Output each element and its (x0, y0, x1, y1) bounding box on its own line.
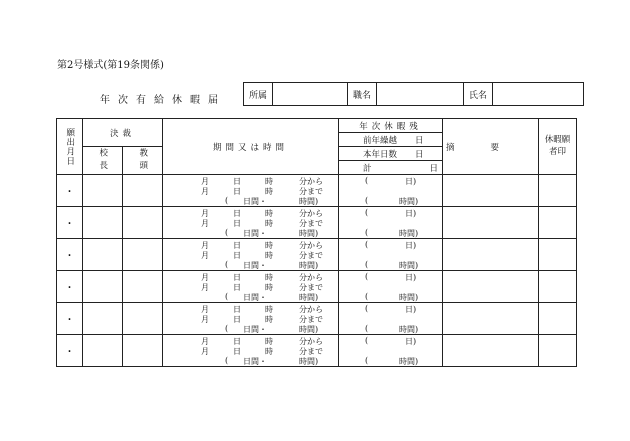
request-date-cell[interactable]: ・ (57, 303, 83, 335)
vice-approval-cell[interactable] (123, 207, 163, 239)
leave-row (57, 271, 577, 303)
leave-row (57, 303, 577, 335)
period-cell[interactable]: 月 日 時 分から 月 日 時 分まで ( 日間・ 時間) (163, 207, 339, 239)
request-date-cell[interactable]: ・ (57, 239, 83, 271)
name-field[interactable] (493, 83, 584, 106)
vacation-balance-header: 年次休暇残 (339, 119, 443, 133)
vice-approval-cell[interactable] (123, 303, 163, 335)
vice-approval-cell[interactable] (123, 239, 163, 271)
position-label: 職名 (348, 83, 377, 106)
prev-year-carry-cell: 前年繰越 日 (339, 133, 443, 147)
seal-cell[interactable] (539, 207, 577, 239)
remarks-cell[interactable] (443, 239, 539, 271)
remarks-cell[interactable] (443, 335, 539, 367)
leave-row (57, 207, 577, 239)
remarks-header: 摘要 (443, 119, 539, 175)
vice-approval-cell[interactable] (123, 335, 163, 367)
approval-header: 決裁 (83, 119, 163, 147)
seal-cell[interactable] (539, 271, 577, 303)
period-cell[interactable]: 月 日 時 分から 月 日 時 分まで ( 日間・ 時間) (163, 175, 339, 207)
principal-approval-cell[interactable] (83, 239, 123, 271)
document-title: 年次有給休暇届 (100, 95, 226, 106)
leave-row (57, 335, 577, 367)
leave-row (57, 239, 577, 271)
principal-approval-cell[interactable] (83, 175, 123, 207)
request-date-cell[interactable]: ・ (57, 175, 83, 207)
dept-field[interactable] (273, 83, 348, 106)
remarks-cell[interactable] (443, 303, 539, 335)
request-date-header: 願出月日 (57, 119, 83, 175)
vacation-balance-cell[interactable]: ( 日) ( 時間) (339, 175, 443, 207)
employee-info-table (243, 82, 584, 106)
period-header: 期間又は時間 (163, 119, 339, 175)
principal-approval-cell[interactable] (83, 335, 123, 367)
vacation-balance-cell[interactable]: ( 日) ( 時間) (339, 239, 443, 271)
remarks-cell[interactable] (443, 207, 539, 239)
period-cell[interactable]: 月 日 時 分から 月 日 時 分まで ( 日間・ 時間) (163, 239, 339, 271)
vice-principal-header: 教頭 (123, 147, 163, 175)
leave-request-table (56, 118, 577, 367)
period-cell[interactable]: 月 日 時 分から 月 日 時 分まで ( 日間・ 時間) (163, 303, 339, 335)
seal-cell[interactable] (539, 335, 577, 367)
period-cell[interactable]: 月 日 時 分から 月 日 時 分まで ( 日間・ 時間) (163, 335, 339, 367)
vice-approval-cell[interactable] (123, 175, 163, 207)
seal-header: 休暇願者印 (539, 119, 577, 175)
principal-approval-cell[interactable] (83, 271, 123, 303)
seal-cell[interactable] (539, 303, 577, 335)
request-date-cell[interactable]: ・ (57, 335, 83, 367)
principal-approval-cell[interactable] (83, 207, 123, 239)
request-date-cell[interactable]: ・ (57, 271, 83, 303)
position-field[interactable] (377, 83, 464, 106)
principal-approval-cell[interactable] (83, 303, 123, 335)
period-cell[interactable]: 月 日 時 分から 月 日 時 分まで ( 日間・ 時間) (163, 271, 339, 303)
this-year-days-cell: 本年日数 日 (339, 147, 443, 161)
seal-cell[interactable] (539, 175, 577, 207)
vice-approval-cell[interactable] (123, 271, 163, 303)
total-cell: 計 日 (339, 161, 443, 175)
name-label: 氏名 (464, 83, 493, 106)
dept-label: 所属 (244, 83, 273, 106)
request-date-cell[interactable]: ・ (57, 207, 83, 239)
remarks-cell[interactable] (443, 271, 539, 303)
seal-cell[interactable] (539, 239, 577, 271)
form-number-label: 第2号様式(第19条関係) (57, 60, 164, 71)
vacation-balance-cell[interactable]: ( 日) ( 時間) (339, 271, 443, 303)
leave-row (57, 175, 577, 207)
vacation-balance-cell[interactable]: ( 日) ( 時間) (339, 303, 443, 335)
vacation-balance-cell[interactable]: ( 日) ( 時間) (339, 207, 443, 239)
remarks-cell[interactable] (443, 175, 539, 207)
vacation-balance-cell[interactable]: ( 日) ( 時間) (339, 335, 443, 367)
principal-header: 校長 (83, 147, 123, 175)
